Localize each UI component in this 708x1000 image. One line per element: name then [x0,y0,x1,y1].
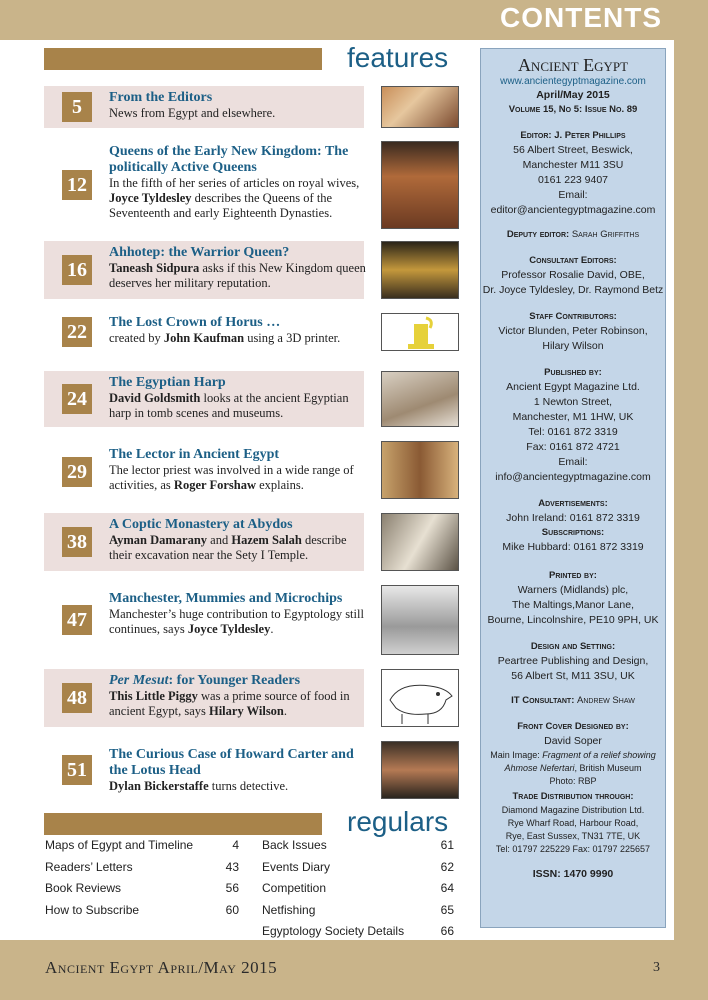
entry-title: A Coptic Monastery at Abydos [109,517,293,532]
regular-item[interactable] [262,838,454,860]
feature-entry[interactable] [44,441,464,503]
author-name: Hilary Wilson [208,704,284,718]
masthead-line: 56 Albert St, M11 3SU, UK [511,670,635,682]
regular-item[interactable] [45,860,237,882]
masthead-line: Hilary Wilson [542,340,604,352]
main-image-source: , British Museum [574,763,642,773]
contents-title: CONTENTS [500,2,662,33]
regular-label: Events Diary [262,859,331,874]
entry-description: This Little Piggy was a prime source of food in ancient Egypt, says Hilary Wilson. [109,689,350,718]
entry-description: In the fifth of her series of articles on royal wives, Joyce Tyldesley describes the Queens of the Seventeenth and early Eighteenth Dynasties. [109,176,360,220]
entry-text [109,673,369,719]
trade-details [481,804,665,856]
author-name: Joyce Tyldesley [109,191,192,205]
author-name: Hazem Salah [231,533,302,547]
entry-title: From the Editors [109,90,213,105]
regular-label: Egyptology Society Details [262,924,405,938]
entry-thumbnail [381,669,459,727]
editor-address [481,143,665,218]
entry-description: News from Egypt and elsewhere. [109,106,276,120]
masthead-line: Dr. Joyce Tyldesley, Dr. Raymond Betz [482,284,664,296]
feature-entry[interactable] [44,241,464,299]
features-heading: features [347,42,449,73]
masthead-line: Rye, East Sussex, TN31 7TE, UK [505,831,641,841]
entry-description: Manchester’s huge contribution to Egyptology still continues, says Joyce Tyldesley. [109,607,364,636]
it-label: IT Consultant: [511,695,575,706]
regular-page: 60 [225,902,239,917]
entry-title: The Lector in Ancient Egypt [109,447,280,462]
consultant-list [481,268,665,298]
regulars-right-list [262,838,454,946]
main-image-credit [481,749,665,775]
page-number-badge: 12 [62,170,92,200]
masthead-line: Tel: 0161 872 3319 [528,426,618,438]
printer-details [481,583,665,628]
deputy-line [481,228,665,242]
cover-label: Front Cover Designed by: [517,721,629,732]
deputy-name: Sarah Griffiths [571,229,640,240]
entry-title-italic: Per Mesut [109,673,169,688]
ads-label: Advertisements: [538,498,608,509]
author-name: This Little Piggy [109,689,198,703]
masthead-line: Ancient Egypt Magazine Ltd. [506,381,640,393]
regular-page: 64 [440,881,454,895]
regular-label: Maps of Egypt and Timeline [45,838,194,852]
editor-line [481,129,665,143]
masthead-line: The Maltings,Manor Lane, [512,599,634,611]
entry-description: David Goldsmith looks at the ancient Egyptian harp in tomb scenes and museums. [109,391,349,420]
entry-title: The Curious Case of Howard Carter and the Lotus Head [109,747,354,778]
design-label: Design and Setting: [530,641,616,652]
entry-text [109,315,369,346]
staff-list [481,324,665,354]
author-name: Dylan Bickerstaffe [109,779,209,793]
masthead-line: Email: editor@ancientegyptmagazine.com [490,189,656,216]
regular-page: 61 [440,838,454,852]
page-number-badge: 22 [62,317,92,347]
regular-page: 43 [225,859,239,874]
entry-thumbnail [381,313,459,351]
it-name: Andrew Shaw [577,695,635,706]
entry-thumbnail [381,741,459,799]
consultant-label: Consultant Editors: [529,255,617,266]
masthead-line: Diamond Magazine Distribution Ltd. [501,805,645,815]
main-image-label: Main Image: [490,750,543,760]
entry-description: Ayman Damarany and Hazem Salah describe their excavation near the Sety I Temple. [109,533,347,562]
masthead-line: Tel: 01797 225229 Fax: 01797 225657 [495,844,651,854]
magazine-name: Ancient Egypt [517,55,629,75]
regular-label: How to Subscribe [45,902,140,917]
regular-item[interactable] [45,838,237,860]
author-name: David Goldsmith [109,391,201,405]
author-name: Taneash Sidpura [109,261,200,275]
entry-text [109,90,369,121]
regular-item[interactable] [262,903,454,925]
entry-thumbnail [381,241,459,299]
page-number-badge: 5 [62,92,92,122]
entry-thumbnail [381,441,459,499]
entry-text [109,747,369,794]
subs-label: Subscriptions: [541,527,605,538]
entry-title: Per Mesut: for Younger Readers [109,673,301,688]
cover-designer: David Soper [544,735,602,747]
crown-icon [382,314,459,351]
masthead-line: Victor Blunden, Peter Robinson, [498,325,648,337]
page-number-badge: 51 [62,755,92,785]
feature-entry[interactable] [44,138,464,232]
pig-drawing-icon [382,670,459,727]
published-label: Published by: [544,367,602,378]
ads-contact: John Ireland: 0161 872 3319 [506,512,640,524]
regular-label: Back Issues [262,838,327,852]
issn: ISSN: 1470 9990 [532,868,614,880]
feature-entry[interactable] [44,669,464,727]
feature-entry[interactable] [44,309,464,355]
entry-title: The Lost Crown of Horus … [109,315,281,330]
entry-title: Ahhotep: the Warrior Queen? [109,245,290,260]
feature-entry[interactable] [44,741,464,799]
entry-description: created by John Kaufman using a 3D printer. [109,331,341,345]
masthead-box [480,48,666,928]
page-number-badge: 38 [62,527,92,557]
regular-page: 65 [440,902,454,917]
masthead-line: Bourne, Lincolnshire, PE10 9PH, UK [487,614,659,626]
volume-info: Volume 15, No 5: Issue No. 89 [508,104,638,115]
entry-text [109,375,369,421]
masthead-line: 0161 223 9407 [537,174,609,186]
masthead-line: Warners (Midlands) plc, [517,584,629,596]
publisher-details [481,380,665,485]
entry-text [109,517,369,563]
regulars-left-list [45,838,237,924]
entry-thumbnail [381,141,459,229]
feature-entry[interactable] [44,513,464,571]
page-number-badge: 48 [62,683,92,713]
masthead-line: Peartree Publishing and Design, [497,655,649,667]
issue-date: April/May 2015 [536,89,610,101]
entry-title: The Egyptian Harp [109,375,226,390]
page-number-badge: 47 [62,605,92,635]
entry-title: Queens of the Early New Kingdom: The politically Active Queens [109,144,349,175]
photo-credit: Photo: RBP [549,776,597,786]
it-line [481,694,665,708]
feature-entry[interactable] [44,371,464,427]
regular-page: 62 [440,859,454,874]
regular-label: Book Reviews [45,881,122,895]
masthead-line: Manchester, M1 1HW, UK [512,411,634,423]
entry-text [109,144,369,221]
subs-contact: Mike Hubbard: 0161 872 3319 [502,541,644,553]
editor-label: Editor: [520,130,552,141]
printed-label: Printed by: [549,570,597,581]
regulars-bar [44,813,322,835]
masthead-line: Manchester M11 3SU [522,159,624,171]
design-details [481,654,665,684]
masthead-line: Professor Rosalie David, OBE, [501,269,645,281]
regular-item[interactable] [45,881,237,903]
masthead-line: 56 Albert Street, Beswick, [513,144,633,156]
main-image-caption: Fragment of a relief showing Ahmose Nefertari [504,750,656,773]
editor-name: J. Peter Phillips [554,130,626,141]
footer-title: Ancient Egypt April/May 2015 [45,958,278,977]
regular-page: 4 [232,838,239,852]
author-name: Ayman Damarany [109,533,208,547]
author-name: Joyce Tyldesley [187,622,271,636]
regular-page: 56 [225,881,239,895]
entry-thumbnail [381,371,459,427]
masthead-line: Fax: 0161 872 4721 [526,441,620,453]
regular-item[interactable] [262,860,454,882]
page-number: 3 [653,960,660,975]
author-name: Roger Forshaw [173,478,256,492]
regular-label: Netfishing [262,902,316,917]
features-bar [44,48,322,70]
page-number-badge: 24 [62,384,92,414]
masthead-line: Email: info@ancientegyptmagazine.com [495,456,651,483]
entry-description: The lector priest was involved in a wide range of activities, as Roger Forshaw explains. [109,463,354,492]
entry-description: Dylan Bickerstaffe turns detective. [109,779,289,793]
staff-label: Staff Contributors: [529,311,617,322]
regular-item[interactable] [262,881,454,903]
entry-thumbnail [381,86,459,128]
entry-thumbnail [381,513,459,571]
feature-entry[interactable] [44,585,464,655]
entry-text [109,447,369,493]
regular-label: Readers’ Letters [45,859,133,874]
regular-item[interactable] [45,903,237,925]
page-number-badge: 16 [62,255,92,285]
entry-text [109,245,369,291]
entry-title: Manchester, Mummies and Microchips [109,591,343,606]
regulars-heading: regulars [347,806,449,837]
regular-label: Competition [262,881,327,895]
trade-label: Trade Distribution through: [512,791,634,802]
feature-entry[interactable] [44,86,464,128]
regular-page: 66 [440,924,454,938]
page-number-badge: 29 [62,457,92,487]
entry-description: Taneash Sidpura asks if this New Kingdom queen deserves her military reputation. [109,261,366,290]
masthead-line: 1 Newton Street, [533,396,613,408]
deputy-label: Deputy editor: [506,229,570,240]
masthead-line: Rye Wharf Road, Harbour Road, [507,818,639,828]
author-name: John Kaufman [163,331,245,345]
entry-text [109,591,369,637]
entry-thumbnail [381,585,459,655]
website-link[interactable]: www.ancientegyptmagazine.com [500,76,646,87]
